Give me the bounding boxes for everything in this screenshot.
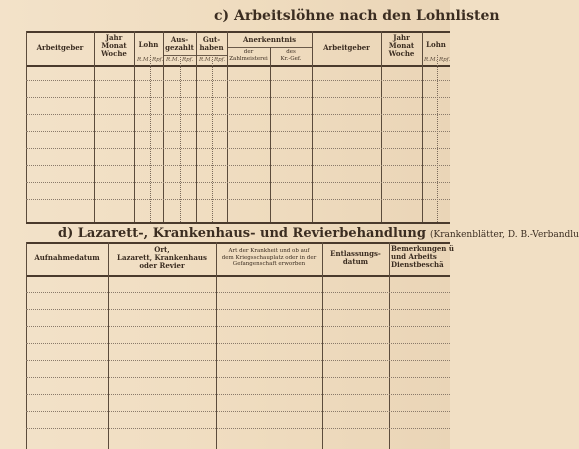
col-border	[196, 31, 197, 222]
header-monat-2: Monat	[388, 41, 415, 50]
header-ort-line1: Ort,	[154, 245, 170, 254]
table-d-top-border	[26, 242, 450, 244]
table-row	[26, 182, 450, 183]
unit-rpf: Rpf.	[182, 57, 194, 63]
col-border	[270, 47, 271, 222]
header-monat: Monat	[101, 41, 127, 50]
header-arbeitgeber: Arbeitgeber	[36, 43, 84, 52]
header-art-line3: Gefangenschaft erworben	[232, 261, 306, 267]
table-row	[26, 377, 450, 378]
table-row	[26, 131, 450, 132]
header-der: der	[243, 49, 254, 55]
header-ort-line2: Lazarett, Krankenhaus	[117, 253, 207, 262]
table-row	[26, 199, 450, 200]
table-c-bottom-border	[26, 222, 450, 224]
unit-rpf: Rpf.	[152, 57, 164, 63]
header-jahr-2: Jahr	[393, 33, 410, 42]
header-ort-line3: oder Revier	[139, 261, 185, 270]
unit-rm: R.M.	[166, 57, 180, 63]
section-d-title-text: d) Lazarett-, Krankenhaus- und Revierbehandlung	[58, 226, 426, 241]
col-border	[26, 31, 27, 222]
col-border	[108, 242, 109, 449]
header-kr-gef: Kr.-Gef.	[280, 55, 302, 62]
table-row	[26, 80, 450, 81]
header-anerkenntnis: Anerkenntnis	[242, 35, 297, 44]
header-bemerkungen-line1: Bemerkungen ü	[391, 244, 454, 253]
header-jahr-monat-woche	[94, 34, 134, 58]
unit-rpf: Rpf.	[439, 57, 451, 63]
col-border	[322, 242, 323, 449]
section-d-title	[58, 226, 579, 241]
header-lohn-2: Lohn	[426, 40, 446, 49]
section-d-subtitle: (Krankenblätter, D. B.-Verbandlu	[429, 230, 579, 240]
table-row	[26, 394, 450, 395]
header-der-zahlmeisterei	[227, 49, 270, 62]
col-border	[422, 31, 423, 222]
header-ort	[108, 246, 216, 270]
header-ausgezahlt	[163, 36, 196, 52]
unit-rm: R.M.	[424, 57, 438, 63]
col-border	[389, 242, 390, 449]
header-bemerkungen-line3: Dienstbeschä	[391, 260, 444, 269]
unit-rm: R.M.	[199, 57, 213, 63]
col-border	[26, 242, 27, 449]
table-row	[26, 114, 450, 115]
header-entlassungs: Entlassungs-	[330, 249, 381, 258]
units-divider	[163, 55, 227, 56]
header-ausgezahlt-line1: Aus-	[170, 35, 189, 44]
unit-rm: R.M.	[137, 57, 151, 63]
col-border	[381, 31, 382, 222]
table-row	[26, 428, 450, 429]
header-ausgezahlt-line2: gezahlt	[165, 43, 194, 52]
table-row	[26, 360, 450, 361]
col-border	[312, 31, 313, 222]
section-c-title: c) Arbeitslöhne nach den Lohnlisten	[214, 8, 500, 24]
table-c-header-border	[26, 65, 450, 67]
header-art-der-krankheit	[216, 248, 322, 268]
header-woche-2: Woche	[388, 49, 415, 58]
table-row	[26, 309, 450, 310]
table-row	[26, 326, 450, 327]
table-row	[26, 343, 450, 344]
header-art-line1: Art der Krankheit und ob auf	[228, 248, 310, 254]
table-row	[26, 165, 450, 166]
header-datum: datum	[342, 257, 369, 266]
header-bemerkungen	[391, 244, 454, 269]
col-border	[94, 31, 95, 222]
header-jahr-monat-woche-2	[381, 34, 422, 58]
table-row	[26, 148, 450, 149]
header-jahr: Jahr	[105, 33, 123, 42]
unit-rpf: Rpf.	[214, 57, 226, 63]
header-des: des	[286, 49, 296, 55]
table-row	[26, 97, 450, 98]
header-arbeitgeber-2: Arbeitgeber	[323, 43, 370, 52]
table-row	[26, 292, 450, 293]
header-des-kr-gef	[270, 49, 312, 62]
header-guthaben	[196, 36, 227, 52]
table-c-top-border	[26, 31, 450, 33]
header-woche: Woche	[101, 49, 127, 58]
header-lohn: Lohn	[138, 40, 159, 49]
col-border	[216, 242, 217, 449]
col-border	[134, 31, 135, 222]
header-guthaben-line1: Gut-	[202, 35, 221, 44]
header-aufnahmedatum: Aufnahmedatum	[34, 253, 100, 262]
header-art-line2: dem Kriegsschauplatz oder in der	[221, 254, 317, 261]
header-guthaben-line2: haben	[199, 43, 224, 52]
table-d-header-border	[26, 275, 450, 277]
header-bemerkungen-line2: und Arbeits	[391, 252, 437, 261]
header-entlassungsdatum	[322, 250, 389, 266]
header-zahlmeisterei: Zahlmeisterei	[229, 55, 268, 62]
table-row	[26, 411, 450, 412]
